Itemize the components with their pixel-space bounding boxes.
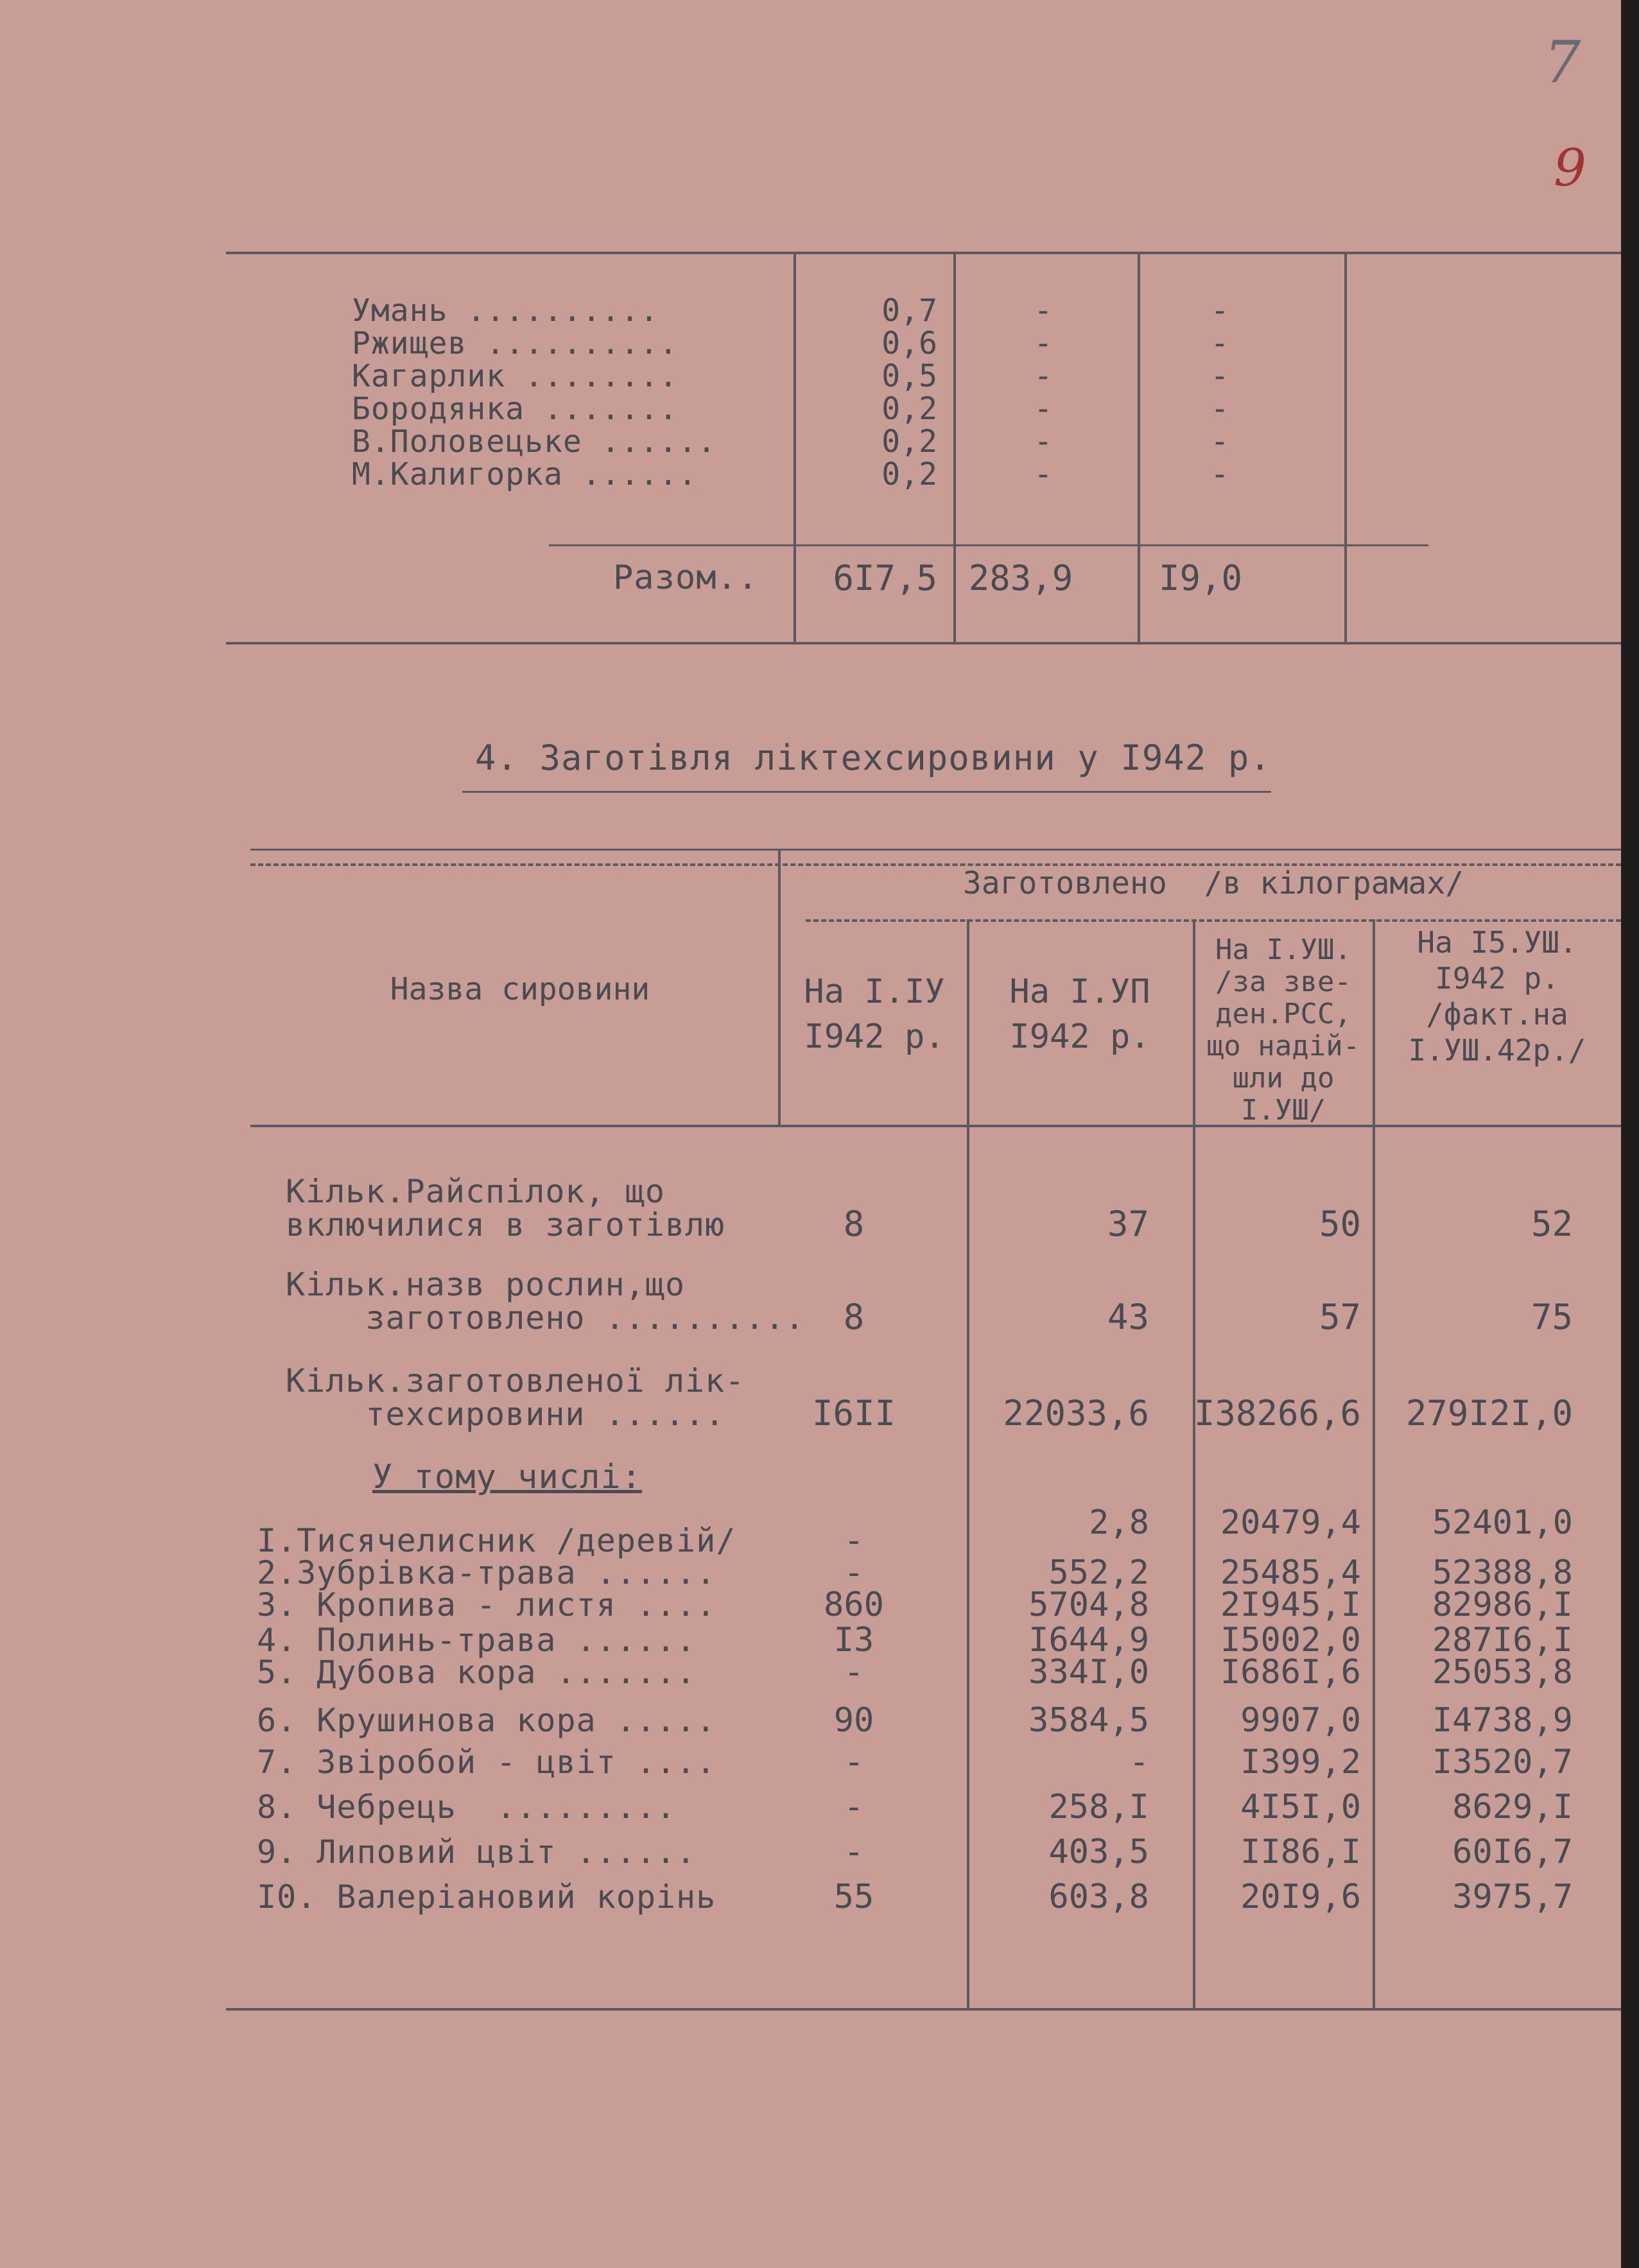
item-row-v4: 3975,7 — [1452, 1878, 1573, 1916]
item-row-v4: I3520,7 — [1432, 1743, 1573, 1781]
summary-row-v3: 57 — [1319, 1297, 1361, 1337]
item-row-v2: I644,9 — [1028, 1621, 1149, 1659]
item-row-label: 4. Полинь-трава ...... — [257, 1622, 697, 1659]
top-row-v3: - — [1210, 391, 1229, 427]
top-row-name: Кагарлик ........ — [352, 358, 679, 394]
top-total-v3: I9,0 — [1158, 558, 1243, 598]
top-row-v2: - — [1034, 325, 1053, 361]
summary-row-v4: 52 — [1531, 1204, 1573, 1244]
top-row-v1: 0,2 — [881, 424, 937, 460]
page-edge-shadow — [1621, 0, 1639, 2268]
top-row-v2: - — [1034, 358, 1053, 394]
top-row-v1: 0,5 — [881, 358, 937, 394]
top-row-v2: - — [1034, 391, 1053, 427]
top-row-v2: - — [1034, 424, 1053, 460]
top-row-v1: 0,2 — [881, 391, 937, 427]
summary-row-v3: 50 — [1319, 1204, 1361, 1244]
top-total-v2: 283,9 — [968, 558, 1073, 598]
summary-row-v1: 8 — [843, 1297, 865, 1337]
item-row-v3: I5002,0 — [1220, 1621, 1361, 1659]
top-total-v1: 6I7,5 — [833, 558, 937, 598]
item-row-v4: 82986,I — [1432, 1586, 1573, 1624]
summary-row-v4: 279I2I,0 — [1405, 1393, 1573, 1433]
item-row-label: 9. Липовий цвіт ...... — [257, 1833, 697, 1871]
summary-row-label: Кільк.Райспілок, що включилися в заготівлю — [286, 1173, 725, 1243]
top-row-v2: - — [1034, 456, 1053, 492]
top-row-v3: - — [1210, 293, 1229, 329]
item-row-label: 6. Крушинова кора ..... — [257, 1702, 716, 1739]
item-row-v2: 403,5 — [1048, 1833, 1149, 1871]
summary-row-v2: 22033,6 — [1003, 1393, 1149, 1433]
header-col1: На I.IУ I942 р. — [804, 973, 945, 1056]
header-col3: На I.УШ. /за зве- ден.РСС, що надій- шли до I.УШ/ — [1206, 933, 1360, 1127]
summary-row-v2: 43 — [1107, 1297, 1149, 1337]
item-row-v1: - — [844, 1788, 864, 1826]
item-row-label: 5. Дубова кора ....... — [257, 1654, 697, 1691]
item-row-v3: 25485,4 — [1220, 1554, 1361, 1592]
item-row-v3: I686I,6 — [1220, 1653, 1361, 1692]
item-row-v2: 2,8 — [1089, 1503, 1149, 1542]
item-row-v1: - — [844, 1554, 864, 1592]
summary-row-v3: I38266,6 — [1193, 1393, 1361, 1433]
item-row-label: 3. Кропива - листя .... — [257, 1586, 716, 1623]
top-row-v3: - — [1210, 456, 1229, 492]
sheet-number: 9 — [1554, 138, 1586, 198]
item-row-v3: II86,I — [1240, 1833, 1361, 1871]
item-row-v1: 55 — [833, 1878, 874, 1916]
in-that-number: У тому числі: — [372, 1458, 642, 1496]
item-row-v4: I4738,9 — [1432, 1701, 1573, 1740]
item-row-v1: 860 — [824, 1586, 884, 1624]
item-row-v1: 90 — [833, 1701, 874, 1740]
top-row-name: В.Половецьке ...... — [352, 424, 717, 460]
item-row-v2: 258,I — [1048, 1788, 1149, 1826]
item-row-label: 2.Зубрівка-трава ...... — [257, 1554, 716, 1591]
item-row-label: I0. Валеріановий корінь — [257, 1878, 716, 1916]
header-name: Назва сировини — [390, 971, 650, 1007]
top-row-v1: 0,6 — [881, 325, 937, 361]
item-row-v2: 334I,0 — [1028, 1653, 1149, 1692]
summary-row-v1: I6II — [811, 1393, 896, 1433]
item-row-v1: - — [844, 1521, 864, 1560]
top-row-name: Ржищев .......... — [352, 325, 679, 361]
top-row-v3: - — [1210, 325, 1229, 361]
header-col2: На I.УП I942 р. — [1009, 973, 1150, 1056]
item-row-v1: I3 — [833, 1621, 874, 1659]
section-title-underline — [462, 791, 1271, 793]
top-row-v3: - — [1210, 358, 1229, 394]
top-row-v1: 0,2 — [881, 456, 937, 492]
item-row-v3: 20479,4 — [1220, 1503, 1361, 1542]
top-row-v3: - — [1210, 424, 1229, 460]
item-row-v1: - — [844, 1653, 864, 1692]
item-row-v2: 603,8 — [1048, 1878, 1149, 1916]
summary-row-label: Кільк.заготовленої лік- техсировини ...... — [286, 1362, 745, 1433]
top-row-v1: 0,7 — [881, 293, 937, 329]
item-row-v4: 60I6,7 — [1452, 1833, 1573, 1871]
header-group: Заготовлено /в кілограмах/ — [962, 865, 1464, 901]
item-row-v4: 52388,8 — [1432, 1554, 1573, 1592]
top-row-name: М.Калигорка ...... — [352, 456, 698, 492]
item-row-v4: 8629,I — [1452, 1788, 1573, 1826]
item-row-v3: 4I5I,0 — [1240, 1788, 1361, 1826]
top-row-name: Умань .......... — [352, 293, 659, 329]
top-total-label: Разом.. — [613, 558, 759, 597]
top-row-v2: - — [1034, 293, 1053, 329]
top-row-name: Бородянка ....... — [352, 391, 679, 427]
item-row-v1: - — [844, 1833, 864, 1871]
item-row-v3: 9907,0 — [1240, 1701, 1361, 1740]
item-row-v2: - — [1129, 1743, 1149, 1781]
section-title: 4. Заготівля ліктехсировини у I942 р. — [475, 738, 1271, 778]
item-row-v3: 2I945,I — [1220, 1586, 1361, 1624]
item-row-label: 8. Чебрець ......... — [257, 1788, 677, 1826]
item-row-v1: - — [844, 1743, 864, 1781]
summary-row-v1: 8 — [843, 1204, 865, 1244]
summary-row-v2: 37 — [1107, 1204, 1149, 1244]
item-row-label: I.Тисячелисник /деревій/ — [257, 1522, 736, 1559]
summary-row-v4: 75 — [1531, 1297, 1573, 1337]
header-col4: На I5.УШ. I942 р. /факт.на I.УШ.42р./ — [1408, 925, 1586, 1068]
item-row-v4: 52401,0 — [1432, 1503, 1573, 1542]
item-row-v4: 25053,8 — [1432, 1653, 1573, 1692]
corner-number: 7 — [1544, 29, 1581, 96]
item-row-v2: 3584,5 — [1028, 1701, 1149, 1740]
item-row-v2: 5704,8 — [1028, 1586, 1149, 1624]
item-row-v4: 287I6,I — [1432, 1621, 1573, 1659]
summary-row-label: Кільк.назв рослин,що заготовлено .......... — [286, 1266, 805, 1337]
item-row-v2: 552,2 — [1048, 1554, 1149, 1592]
item-row-label: 7. Звіробой - цвіт .... — [257, 1744, 716, 1781]
item-row-v3: 20I9,6 — [1240, 1878, 1361, 1916]
item-row-v3: I399,2 — [1240, 1743, 1361, 1781]
